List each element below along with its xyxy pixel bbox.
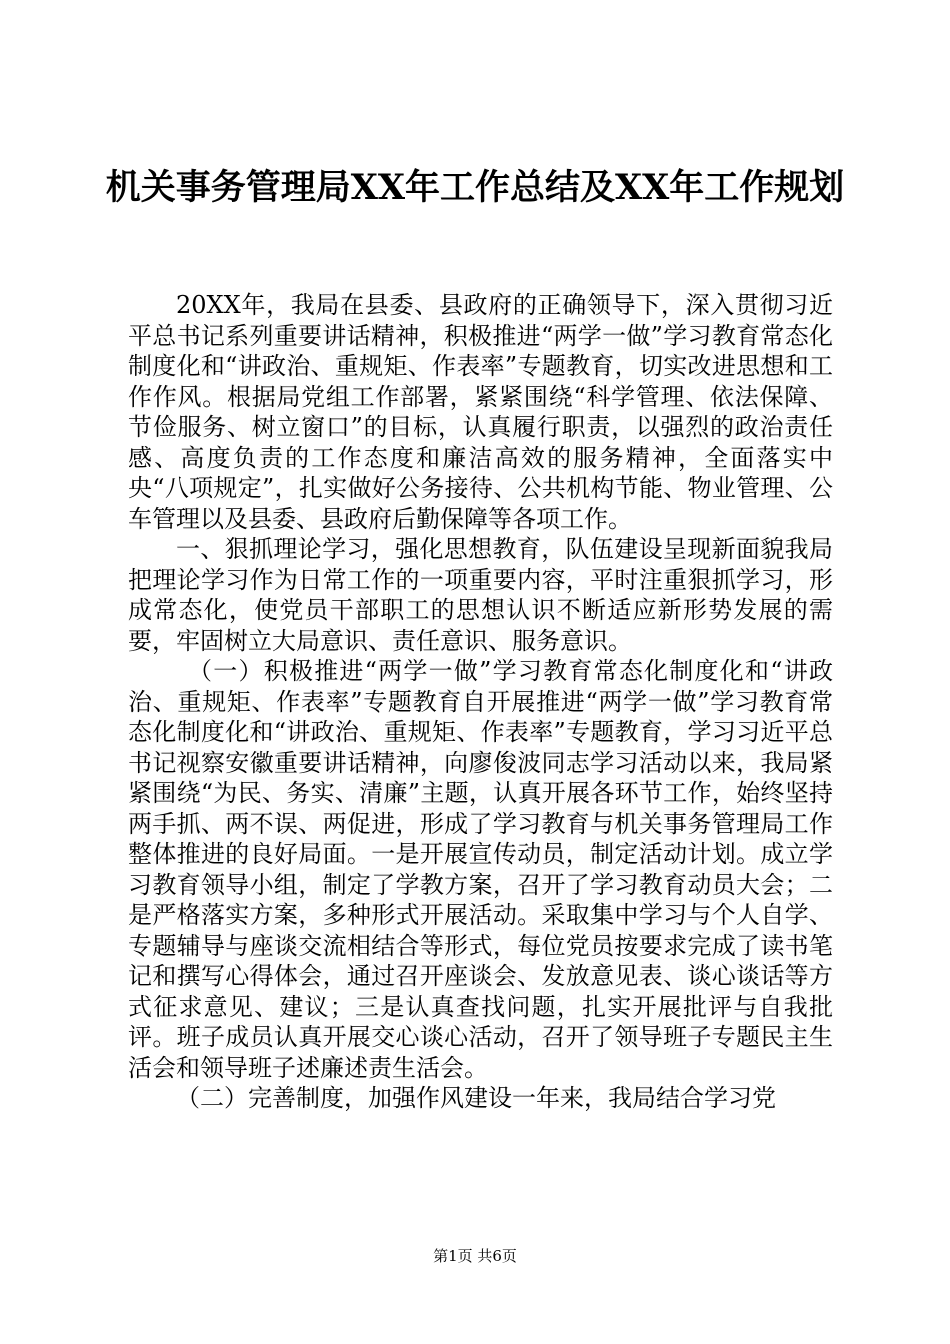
paragraph-section-1: 一、狠抓理论学习，强化思想教育，队伍建设呈现新面貌我局把理论学习作为日常工作的一项重要内容，平时注重狠抓学习，形成常态化，使党员干部职工的思想认识不断适应新形势发展的需要，牢固树立大局意识、责任意识、服务意识。	[128, 535, 833, 655]
page-footer: 第1页 共6页	[433, 1247, 517, 1265]
paragraph-subsection-2: （二）完善制度，加强作风建设一年来，我局结合学习党	[176, 1084, 776, 1112]
paragraph-intro: 20XX年，我局在县委、县政府的正确领导下，深入贯彻习近平总书记系列重要讲话精神，积极推进“两学一做”学习教育常态化制度化和“讲政治、重规矩、作表率”专题教育，切实改进思想和工作作风。根据局党组工作部署，紧紧围绕“科学管理、依法保障、节俭服务、树立窗口”的目标，认真履行职责，以强烈的政治责任感、高度负责的工作态度和廉洁高效的服务精神，全面落实中央“八项规定”，扎实做好公务接待、公共机构节能、物业管理、公车管理以及县委、县政府后勤保障等各项工作。	[128, 291, 833, 533]
paragraph-subsection-1: （一）积极推进“两学一做”学习教育常态化制度化和“讲政治、重规矩、作表率”专题教育自开展推进“两学一做”学习教育常态化制度化和“讲政治、重规矩、作表率”专题教育，学习习近平总书记视察安徽重要讲话精神，向廖俊波同志学习活动以来，我局紧紧围绕“为民、务实、清廉”主题，认真开展各环节工作，始终坚持两手抓、两不误、两促进，形成了学习教育与机关事务管理局工作整体推进的良好局面。一是开展宣传动员，制定活动计划。成立学习教育领导小组，制定了学教方案，召开了学习教育动员大会；二是严格落实方案，多种形式开展活动。采取集中学习与个人自学、专题辅导与座谈交流相结合等形式，每位党员按要求完成了读书笔记和撰写心得体会，通过召开座谈会、发放意见表、谈心谈话等方式征求意见、建议；三是认真查找问题，扎实开展批评与自我批评。班子成员认真开展交心谈心活动，召开了领导班子专题民主生活会和领导班子述廉述责生活会。	[128, 657, 833, 1082]
document-title: 机关事务管理局XX年工作总结及XX年工作规划	[105, 167, 845, 208]
document-body	[128, 290, 833, 1114]
